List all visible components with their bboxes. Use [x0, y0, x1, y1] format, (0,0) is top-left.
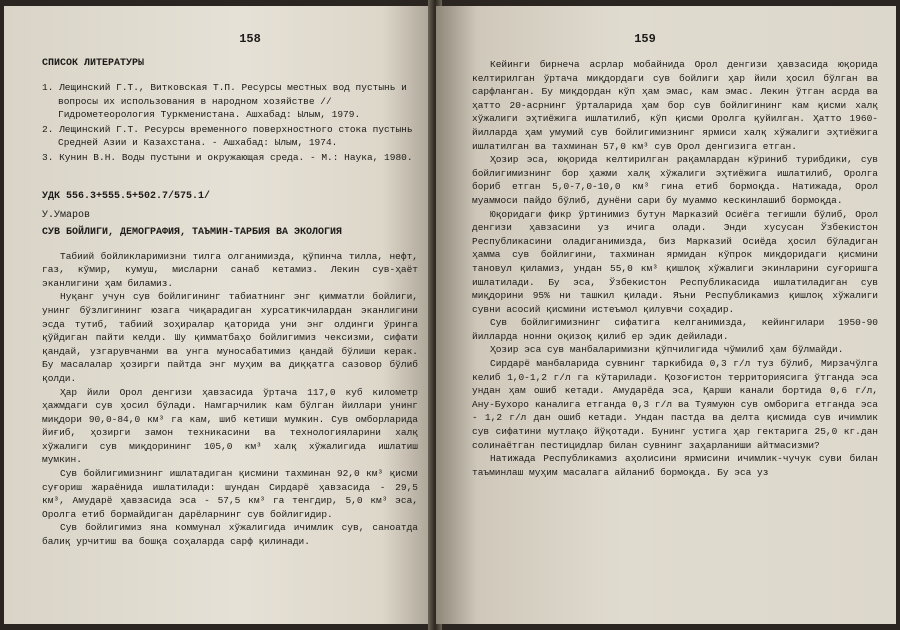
paragraph: Натижада Республикамиз аҳолисини ярмисини ичимлик-чучук суви билан таъминлаш муҳим масалага айланиб бормоқда. Бу эса уз — [472, 453, 878, 478]
paragraph: Ҳозир эса сув манбаларимизни қўпчилигида чўмилиб ҳам бўлмайди. — [490, 344, 844, 356]
paragraph: Ҳар йили Орол денгизи ҳавзасида ўртача 117,0 куб километр ҳажмдаги сув ҳосил бўлади. Намгарчилик кам бўлган йиллари унинг миқдори 90,0-84,0 км³ га кам, шиб кетиши мумкин. Сув омборларида йиғиб, ҳозирги замон техникасини ва технологияларини халқ хўжалиги сув миқдорининг 105,0 км³ халқ хўжалигида ишлатиш мумкин. — [42, 386, 418, 466]
references-heading: СПИСОК ЛИТЕРАТУРЫ — [42, 58, 145, 69]
paragraph: Сирдарё манбаларида сувнинг таркибида 0,3 г/л туз бўлиб, Мирзачўлга келиб 1,0-1,2 г/л га кўтарилади. Қозоғистон территориясига ўтганда эса ундан ҳам ошиб кетади. Амударёда эса, Қарши канали бортида 0,6 г/л, Ану-Бухоро каналига етганда 0,3 г/л ва Туямуюн сув омборига етганда эса - 1,2 г/л дан ошиб кетади. Ундан пастда ва делта қисмида сув ичимлик сув сифатини мутлақо йўқотади. Бунинг устига ҳар гектарига 25,0 кг.дан солинаётган пестицидлар билан сувнинг заҳарланиши айтмасизми? — [472, 358, 878, 451]
paragraph: Сув бойлигимиз яна коммунал хўжалигида ичимлик сув, саноатда балиқ урчитиш ва бошқа соҳаларда сарф қилинади. — [42, 522, 418, 548]
page-number-left: 158 — [239, 32, 261, 46]
article-title: СУВ БОЙЛИГИ, ДЕМОГРАФИЯ, ТАЪМИН-ТАРБИЯ ВА ЭКОЛОГИЯ — [42, 226, 343, 238]
reference-item: 1. Лещинский Г.Т., Витковская Т.П. Ресурсы местных вод пустынь и вопросы их использования в народном хозяйстве // Гидрометеорология Туркменистана. Ашхабад: Ылым, 1979. — [42, 82, 407, 121]
references-list — [42, 81, 418, 165]
paragraph: Табиий бойликларимизни тилга олганимизда, қўпинча тилла, нефт, газ, кўмир, кумуш, мисларни санаб кетамиз. Лекин сув-ҳаёт эканлигини ҳам биламиз. — [42, 250, 418, 289]
paragraph: Юқоридаги фикр ўртинимиз бутун Марказий Осиёга тегишли бўлиб, Орол денгизи ҳавзасини уз ичига олади. Энди хусусан Ўзбекистон Республикасини оладиганимизда, биз Марказий Осиёда ҳосил бўладиган ҳамма сув бойлигини, тахминан ярмидан кўпрок миқдоридаги қисмини тановул қиламиз, ундан 55,0 км³ қишлоқ хўжалиги экинларини суғоришга ишлатилади. Бу эса, Ўзбекистон Республикасида ишлатиладиган сув миқдорини 95% ни ташкил қилади. Яъни Республикамиз қишлоқ хўжалиги сувни асосий қисмини истеъмол қилувчи соҳадир. — [472, 208, 878, 315]
paragraph: Сув бойлигимизнинг ишлатадиган қисмини тахминан 92,0 км³ қисми суғориш жараёнида ишлатилади: шундан Сирдарё ҳавзасида - 29,5 км³, Амударё ҳавзасида эса - 57,5 км³ га тенгдир, 5,0 км³ эса, Оролга етиб бормайдиган дарёларнинг сув бойлигидир. — [42, 468, 418, 520]
reference-item: 3. Кунин В.Н. Воды пустыни и окружающая среда. - М.: Наука, 1980. — [42, 151, 413, 163]
paragraph: Сув бойлигимизнинг сифатига келганимизда, кейингилари 1950-90 йилларда нонни оқизоқ қилиб ер эдик дейилади. — [472, 317, 878, 342]
article-author: У.Умаров — [42, 209, 91, 221]
paragraph: Кейинги бирнеча асрлар мобайнида Орол денгизи ҳавзасида юқорида келтирилган ўртача миқдордаги сув бойлиги ҳар йили ҳосил бўлган ва сарфланган. Бу миқдордан кўп ҳам эмас, кам эмас. Лекин ўтган асрда ва ҳатто 20-асрнинг ўрталарида ҳам бор сув бойлигининг кам қисми халқ хўжалиги эҳтиёжига ишлатилиб, кўп қисми Оролга қуйилган. Ҳатто 1960-йилларда ҳам умумий сув бойлигимизнинг ярмиси халқ хўжалиги эҳтиёжига ишлатилган ва тахминан 57,0 км³ сув Орол денгизига етган. — [472, 59, 878, 152]
udc-code: УДК 556.3+555.5+502.7/575.1/ — [42, 190, 211, 202]
page-number-right: 159 — [634, 32, 656, 46]
right-page — [436, 6, 896, 624]
reference-item: 2. Лещинский Г.Т. Ресурсы временного поверхностного стока пустынь Средней Азии и Казахстана. - Ашхабад: Ылым, 1974. — [42, 123, 413, 149]
paragraph: Ҳозир эса, юқорида келтирилган рақамлардан кўриниб турибдики, сув бойлигимизнинг бор ҳажми халқ хўжалиги эҳтиёжига ишлатилиб, Оролга бориб етган 5,0-7,0-10,0 км³ гина етиб бормоқда. Натижада, Орол муаммоси пайдо бўлиб, дунёни сари бу муаммо кескинлашиб бормоқда. — [472, 154, 878, 206]
left-page — [4, 6, 434, 624]
paragraph: Нуқанг учун сув бойлигининг табиатнинг энг қимматли бойлиги, унинг бўзлигининг юзага чиқарадиган хурсатикчилардан эканлигини эсда тутиб, табиий зоҳиралар қаторида уни энг олдинги ўринга қўйдиган пайти келди. Шу қимматбаҳо бойлигимиз чексизми, сифати қандай, узгарувчанми ва унга муносабатимиз қандай бўлиши керак. Бу масалалар ҳозирги пайтда энг муҳим ва диққатга сазовор бўлиб қолди. — [42, 291, 418, 384]
